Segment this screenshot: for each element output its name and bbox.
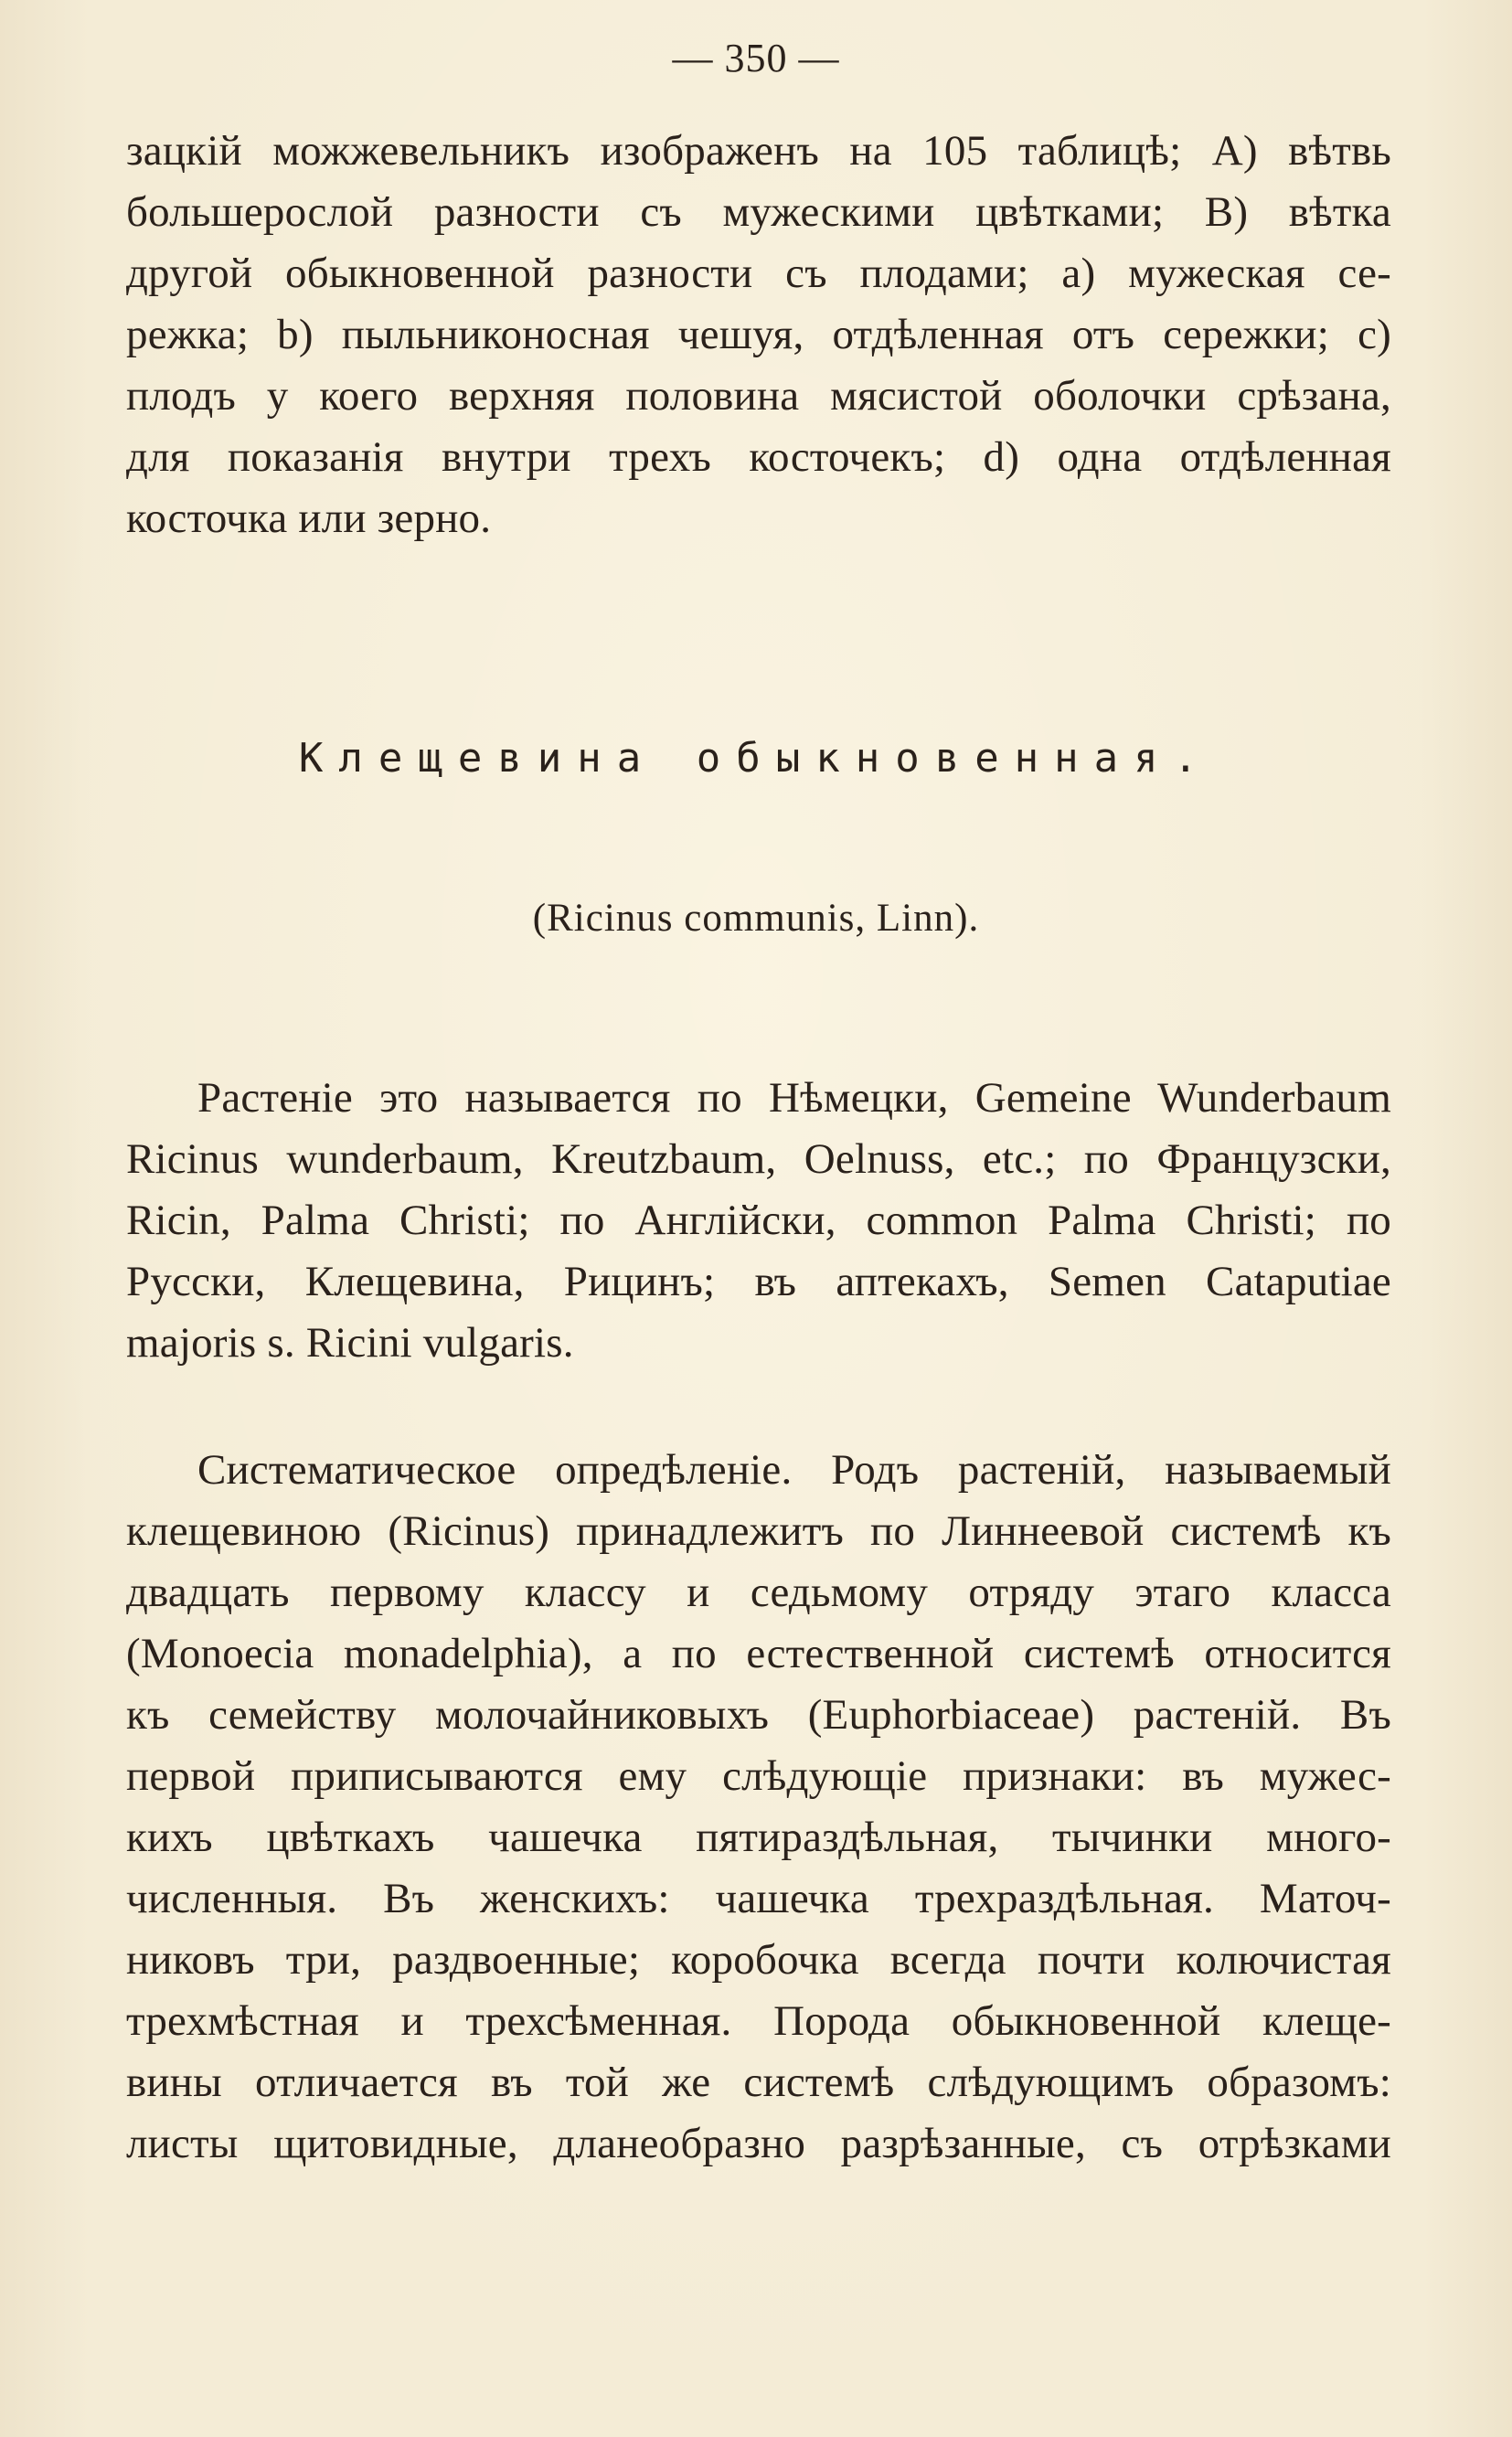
text-line: кихъ цвѣткахъ чашечка пятираздѣльная, тычинки много- — [126, 1814, 1391, 1861]
section-latin-name: (Ricinus communis, Linn). — [532, 897, 980, 940]
text-line: вины отличается въ той же системѣ слѣдующимъ образомъ: — [126, 2059, 1391, 2106]
text-line: первой приписываются ему слѣдующіе признаки: въ мужес- — [126, 1752, 1391, 1800]
text-line: другой обыкновенной разности съ плодами; а) мужеская се- — [126, 250, 1391, 297]
text-line: зацкій можжевельникъ изображенъ на 105 таблицѣ; А) вѣтвь — [126, 127, 1391, 175]
text-line: Растеніе это называется по Нѣмецки, Gemeine Wunderbaum — [197, 1074, 1391, 1122]
page-number: — 350 — — [672, 36, 840, 80]
text-line: большерослой разности съ мужескими цвѣтками; В) вѣтка — [126, 188, 1391, 236]
text-line: двадцать первому классу и седьмому отряду этаго класса — [126, 1569, 1391, 1616]
text-line: (Monoecia monadelphia), а по естественной системѣ относится — [126, 1630, 1391, 1677]
text-line: Ricin, Palma Christi; по Англійски, common Palma Christi; по — [126, 1197, 1391, 1244]
text-line: къ семейству молочайниковыхъ (Euphorbiaceae) растеній. Въ — [126, 1691, 1391, 1739]
systematic-paragraph — [126, 1440, 1391, 2175]
text-line: плодъ у коего верхняя половина мясистой оболочки срѣзана, — [126, 372, 1391, 420]
text-line: Систематическое опредѣленіе. Родъ растеній, называемый — [197, 1446, 1391, 1494]
names-paragraph — [126, 1068, 1391, 1374]
text-line: Ricinus wunderbaum, Kreutzbaum, Oelnuss, etc.; по Французски, — [126, 1135, 1391, 1183]
intro-paragraph — [126, 121, 1391, 549]
text-line: Русски, Клещевина, Рицинъ; въ аптекахъ, Semen Cataputiae — [126, 1258, 1391, 1305]
section-title: Клещевина обыкновенная. — [298, 735, 1214, 782]
text-line: для показанія внутри трехъ косточекъ; d) одна отдѣленная — [126, 433, 1391, 481]
text-line: режка; b) пыльниконосная чешуя, отдѣленная отъ сережки; с) — [126, 311, 1391, 358]
text-line: majoris s. Ricini vulgaris. — [126, 1319, 574, 1367]
text-line: трехмѣстная и трехсѣменная. Порода обыкновенной клеще- — [126, 1997, 1391, 2045]
text-line: косточка или зерно. — [126, 495, 492, 542]
text-line: численныя. Въ женскихъ: чашечка трехраздѣльная. Маточ- — [126, 1875, 1391, 1922]
text-line: листы щитовидные, дланеобразно разрѣзанные, съ отрѣзками — [126, 2120, 1391, 2167]
text-line: клещевиною (Ricinus) принадлежитъ по Линнеевой системѣ къ — [126, 1507, 1391, 1555]
text-line: никовъ три, раздвоенные; коробочка всегда почти колючистая — [126, 1936, 1391, 1984]
